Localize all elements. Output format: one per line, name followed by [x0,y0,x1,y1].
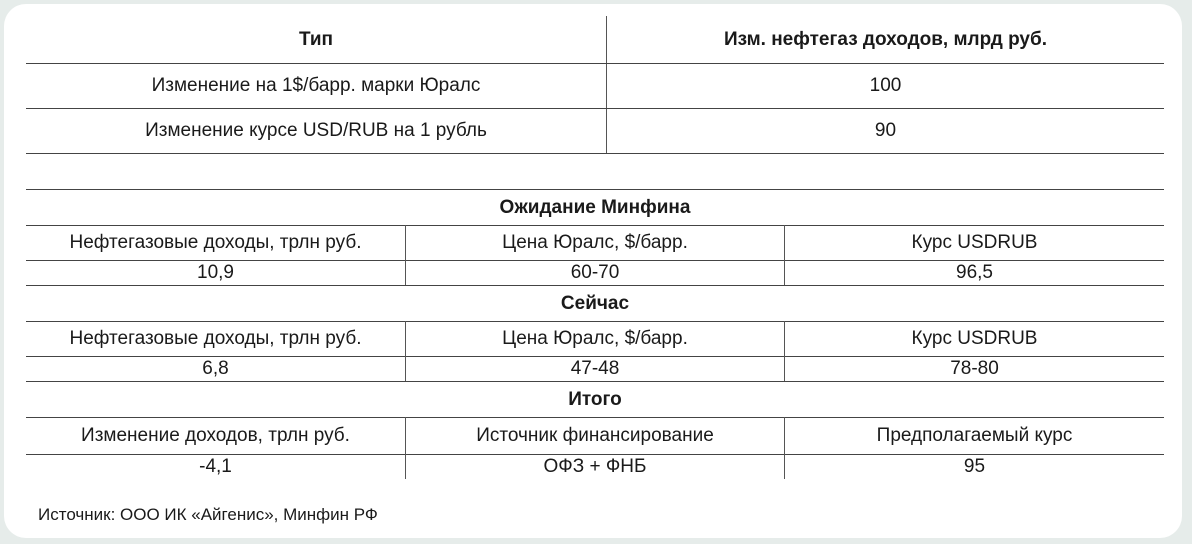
header-cell: Курс USDRUB [911,232,1038,253]
value-cell: 60-70 [570,262,620,283]
section-title-now: Сейчас [560,292,630,314]
value-cell: 96,5 [956,262,993,283]
column-divider [784,225,785,285]
header-cell: Курс USDRUB [911,328,1038,349]
header-cell: Цена Юралс, $/барр. [502,328,688,349]
header-cell: Цена Юралс, $/барр. [502,232,688,253]
value-cell: -4,1 [199,456,232,477]
header-cell: Нефтегазовые доходы, трлн руб. [69,232,362,253]
row-urals-value: 100 [869,75,902,96]
column-divider [784,417,785,479]
header-revenue-change: Изм. нефтегаз доходов, млрд руб. [723,29,1048,50]
column-divider [405,321,406,381]
value-cell: 6,8 [202,358,229,379]
column-divider [784,321,785,381]
row-usdrub-value: 90 [874,120,897,141]
header-cell: Изменение доходов, трлн руб. [81,425,350,446]
header-cell: Предполагаемый курс [876,425,1073,446]
value-cell: 95 [963,456,986,477]
value-cell: 78-80 [950,358,999,379]
source-note: Источник: ООО ИК «Айгенис», Минфин РФ [38,505,378,524]
header-type: Тип [298,29,334,50]
column-divider [405,417,406,479]
row-urals-label: Изменение на 1$/барр. марки Юралс [151,75,481,96]
value-cell: 10,9 [197,262,234,283]
section-title-minfin: Ожидание Минфина [499,196,691,218]
value-cell: 47-48 [570,358,620,379]
value-cell: ОФЗ + ФНБ [543,456,647,477]
section-title-total: Итого [568,388,622,410]
row-usdrub-label: Изменение курсе USD/RUB на 1 рубль [145,120,487,141]
header-cell: Источник финансирование [476,425,714,446]
divider [26,153,1164,154]
column-divider [405,225,406,285]
header-cell: Нефтегазовые доходы, трлн руб. [69,328,362,349]
